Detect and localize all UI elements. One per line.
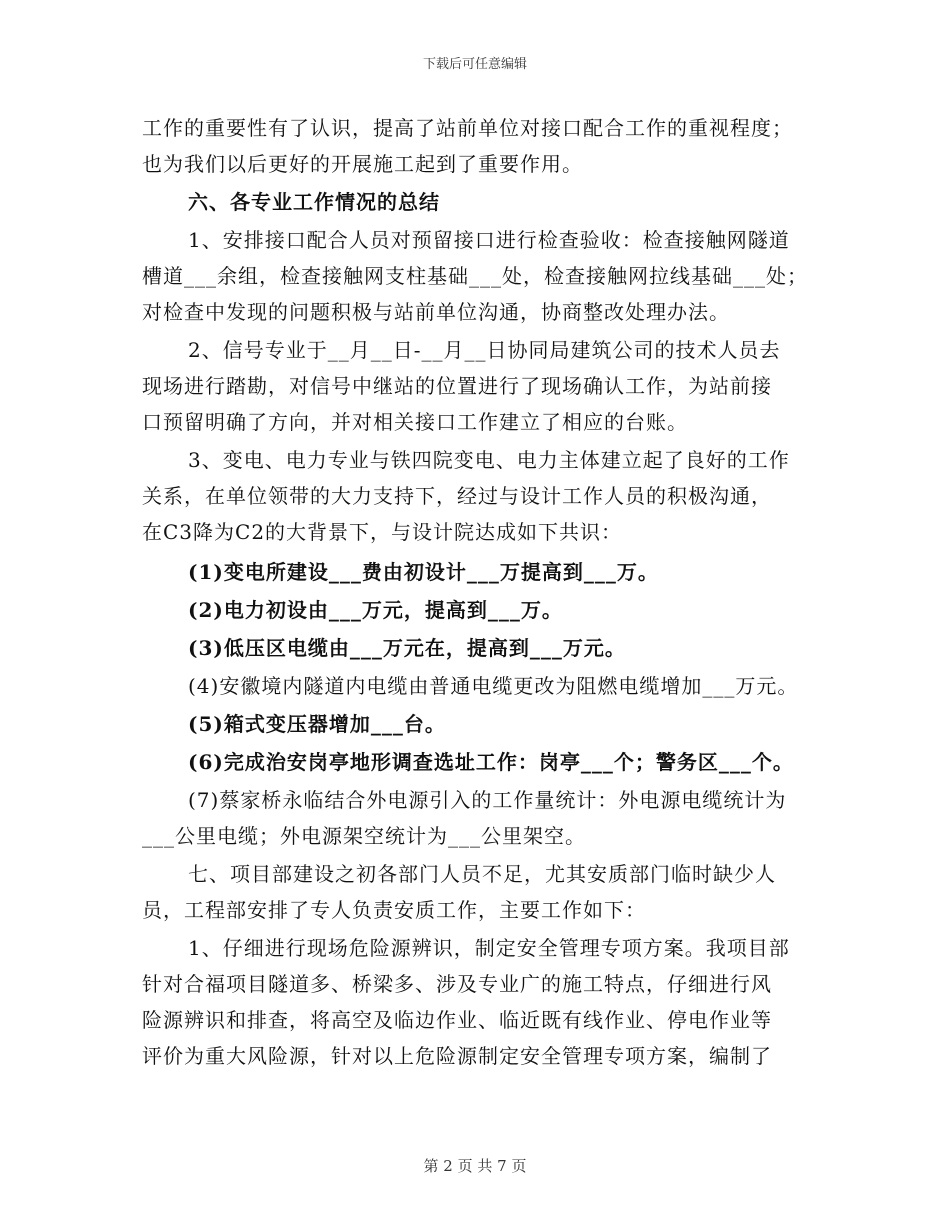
page-footer: 第 2 页 共 7 页	[423, 1157, 527, 1175]
body-line: 关系，在单位领带的大力支持下，经过与设计工作人员的积极沟通，	[142, 484, 772, 508]
body-line: ___公里电缆；外电源架空统计为___公里架空。	[142, 824, 586, 848]
list-item: (4)安徽境内隧道内电缆由普通电缆更改为阻燃电缆增加___万元。	[188, 674, 799, 698]
list-item-bold: (6)完成治安岗亭地形调查选址工作：岗亭___个；警务区___个。	[188, 750, 794, 774]
body-line: 1、仔细进行现场危险源辨识，制定安全管理专项方案。我项目部	[188, 936, 790, 960]
body-line: 在C3降为C2的大背景下，与设计院达成如下共识：	[142, 520, 623, 544]
list-item-bold: (2)电力初设由___万元，提高到___万。	[188, 598, 563, 622]
body-line: 口预留明确了方向，并对相关接口工作建立了相应的台账。	[142, 410, 688, 434]
body-line: 针对合福项目隧道多、桥梁多、涉及专业广的施工特点，仔细进行风	[142, 972, 772, 996]
page-header: 下载后可任意编辑	[422, 57, 527, 72]
body-line: 也为我们以后更好的开展施工起到了重要作用。	[142, 152, 583, 176]
list-item-bold: (3)低压区电缆由___万元在，提高到___万元。	[188, 636, 626, 660]
body-line: 对检查中发现的问题积极与站前单位沟通，协商整改处理办法。	[142, 300, 730, 324]
body-line: 1、安排接口配合人员对预留接口进行检查验收：检查接触网隧道	[188, 228, 790, 252]
body-line: 3、变电、电力专业与铁四院变电、电力主体建立起了良好的工作	[188, 448, 790, 472]
list-item: (7)蔡家桥永临结合外电源引入的工作量统计：外电源电缆统计为	[188, 788, 787, 812]
body-line: 现场进行踏勘，对信号中继站的位置进行了现场确认工作，为站前接	[142, 374, 772, 398]
section-heading: 六、各专业工作情况的总结	[188, 190, 440, 214]
body-line: 员，工程部安排了专人负责安质工作，主要工作如下：	[142, 898, 646, 922]
list-item-bold: (1)变电所建设___费由初设计___万提高到___万。	[188, 560, 659, 584]
body-line: 评价为重大风险源，针对以上危险源制定安全管理专项方案，编制了	[142, 1044, 772, 1068]
body-line: 2、信号专业于__月__日-__月__日协同局建筑公司的技术人员去	[188, 338, 781, 362]
body-line: 险源辨识和排查，将高空及临边作业、临近既有线作业、停电作业等	[142, 1008, 772, 1032]
body-line: 七、项目部建设之初各部门人员不足，尤其安质部门临时缺少人	[188, 862, 776, 886]
body-line: 槽道___余组，检查接触网支柱基础___处，检查接触网拉线基础___处；	[142, 264, 808, 288]
list-item-bold: (5)箱式变压器增加___台。	[188, 712, 446, 736]
body-line: 工作的重要性有了认识，提高了站前单位对接口配合工作的重视程度；	[142, 116, 793, 140]
